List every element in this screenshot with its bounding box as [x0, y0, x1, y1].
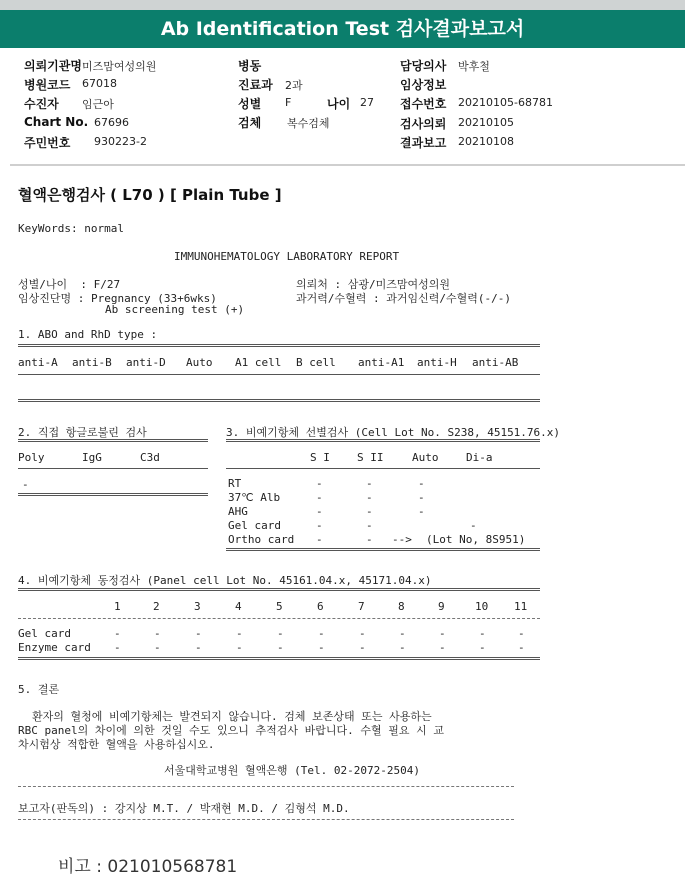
section2-title: 2. 직접 항글로불린 검사 — [18, 426, 147, 439]
hospital-code-label: 병원코드 — [24, 78, 71, 92]
section1-title: 1. ABO and RhD type : — [18, 328, 158, 341]
requester-line: 의뢰처 : 삼광/미즈맘여성의원 — [296, 278, 451, 291]
rule — [18, 439, 208, 442]
chart-no-value: 67696 — [94, 116, 129, 129]
panel-cell: - — [154, 627, 161, 640]
panel-cell: - — [518, 627, 525, 640]
panel-col: 8 — [398, 600, 405, 613]
doctor-label: 담당의사 — [400, 59, 447, 73]
panel-row-label: Gel card — [18, 627, 71, 640]
specimen-label: 검체 — [238, 116, 262, 130]
panel-col: 2 — [153, 600, 160, 613]
diagnosis-line-2: Ab screening test (+) — [105, 303, 245, 316]
sex-age-line: 성별/나이 : F/27 — [18, 278, 121, 291]
footer-note: 비고 : 021010568781 — [58, 857, 238, 877]
panel-cell: - — [359, 641, 366, 654]
panel-cell: - — [318, 641, 325, 654]
report-date-value: 20210108 — [458, 135, 514, 148]
report-title: 혈액은행검사 ( L70 ) [ Plain Tube ] — [18, 186, 282, 204]
clinical-info-label: 임상정보 — [400, 78, 447, 92]
rule — [18, 468, 208, 469]
receipt-no-value: 20210105-68781 — [458, 96, 553, 109]
report-header: Ab Identification Test 검사결과보고서 — [0, 10, 685, 48]
age-label: 나이 — [327, 97, 351, 111]
history-line: 과거력/수혈력 : 과거임신력/수혈력(-/-) — [296, 292, 511, 305]
screen-cell: - — [366, 519, 373, 532]
patient-value: 임근아 — [82, 98, 114, 111]
panel-row-label: Enzyme card — [18, 641, 91, 654]
request-date-value: 20210105 — [458, 116, 514, 129]
rrn-label: 주민번호 — [24, 136, 71, 150]
dat-value: - — [22, 478, 29, 491]
rule — [18, 786, 514, 787]
abo-col-a1-cell: A1 cell — [235, 356, 282, 369]
panel-cell: - — [236, 627, 243, 640]
panel-col: 10 — [475, 600, 489, 613]
abo-col-anti-ab: anti-AB — [472, 356, 519, 369]
screen-row-label: AHG — [228, 505, 248, 518]
rule — [226, 468, 540, 469]
screen-cell: --> — [392, 533, 412, 546]
screen-col-s2: S II — [357, 451, 384, 464]
conclusion-line-3: 차시험상 적합한 혈액을 사용하십시오. — [18, 738, 215, 751]
panel-col: 11 — [514, 600, 528, 613]
conclusion-line-2: RBC panel의 차이에 의한 것일 수도 있으니 추적검사 바랍니다. 수혈 필요 시 교 — [18, 724, 444, 737]
hospital-code-value: 67018 — [82, 77, 117, 90]
doctor-value: 박후철 — [458, 60, 490, 73]
panel-cell: - — [399, 627, 406, 640]
sex-value: F — [285, 96, 292, 109]
rule — [18, 399, 540, 402]
screen-cell: - — [366, 477, 373, 490]
keywords: KeyWords: normal — [18, 222, 124, 235]
screen-row-label: Ortho card — [228, 533, 295, 546]
screen-cell: - — [316, 491, 323, 504]
abo-col-auto: Auto — [186, 356, 213, 369]
abo-col-anti-h: anti-H — [417, 356, 457, 369]
reporter-line: 보고자(판독의) : 강지상 M.T. / 박재현 M.D. / 김형석 M.D. — [18, 802, 350, 815]
panel-cell: - — [277, 627, 284, 640]
hospital-value: 미즈맘여성의원 — [82, 60, 157, 73]
panel-cell: - — [195, 627, 202, 640]
panel-col: 1 — [114, 600, 121, 613]
screen-cell: - — [366, 505, 373, 518]
patient-info — [0, 52, 685, 162]
panel-cell: - — [154, 641, 161, 654]
panel-cell: - — [479, 627, 486, 640]
section-divider — [10, 164, 685, 166]
age-value: 27 — [360, 96, 374, 109]
diagnosis-line-1: 임상진단명 : Pregnancy (33+6wks) — [18, 292, 217, 305]
screen-cell: - — [418, 491, 425, 504]
panel-cell: - — [439, 627, 446, 640]
specimen-value: 복수검체 — [287, 117, 330, 130]
panel-cell: - — [114, 641, 121, 654]
screen-col-dia: Di-a — [466, 451, 493, 464]
section4-title: 4. 비예기항체 동정검사 (Panel cell Lot No. 45161.04.x, 45171.04.x) — [18, 574, 432, 587]
rule — [18, 819, 514, 820]
panel-cell: - — [277, 641, 284, 654]
section5-title: 5. 결론 — [18, 683, 60, 696]
screen-cell: - — [316, 477, 323, 490]
top-bar — [0, 0, 685, 10]
conclusion-line-1: 환자의 혈청에 비예기항체는 발견되지 않습니다. 검체 보존상태 또는 사용하는 — [32, 710, 432, 723]
screen-cell: - — [418, 505, 425, 518]
rule — [18, 588, 540, 591]
patient-label: 수진자 — [24, 97, 59, 111]
bloodbank-line: 서울대학교병원 혈액은행 (Tel. 02-2072-2504) — [164, 764, 420, 777]
panel-cell: - — [359, 627, 366, 640]
request-date-label: 검사의뢰 — [400, 117, 447, 131]
dat-col-c3d: C3d — [140, 451, 160, 464]
receipt-no-label: 접수번호 — [400, 97, 447, 111]
rule — [226, 439, 540, 442]
rule — [226, 548, 540, 551]
panel-cell: - — [195, 641, 202, 654]
abo-col-anti-a: anti-A — [18, 356, 58, 369]
dat-col-igg: IgG — [82, 451, 102, 464]
panel-col: 6 — [317, 600, 324, 613]
screen-cell: (Lot No, 8S951) — [426, 533, 526, 546]
screen-col-auto: Auto — [412, 451, 439, 464]
screen-cell: - — [316, 519, 323, 532]
abo-col-b-cell: B cell — [296, 356, 336, 369]
screen-cell: - — [470, 519, 477, 532]
sex-label: 성별 — [238, 97, 262, 111]
screen-cell: - — [366, 491, 373, 504]
panel-cell: - — [236, 641, 243, 654]
screen-row-label: RT — [228, 477, 242, 490]
panel-cell: - — [114, 627, 121, 640]
panel-cell: - — [479, 641, 486, 654]
panel-col: 5 — [276, 600, 283, 613]
rule — [18, 618, 540, 619]
screen-row-label: 37℃ Alb — [228, 491, 281, 504]
panel-cell: - — [518, 641, 525, 654]
rule — [18, 344, 540, 347]
screen-cell: - — [418, 477, 425, 490]
screen-cell: - — [316, 505, 323, 518]
rule — [18, 374, 540, 375]
department-value: 2과 — [285, 79, 303, 92]
panel-cell: - — [399, 641, 406, 654]
rule — [18, 657, 540, 660]
ward-label: 병동 — [238, 59, 262, 73]
panel-cell: - — [439, 641, 446, 654]
screen-cell: - — [316, 533, 323, 546]
section3-title: 3. 비예기항체 선별검사 (Cell Lot No. S238, 45151.76.x) — [226, 426, 561, 439]
screen-cell: - — [366, 533, 373, 546]
panel-col: 4 — [235, 600, 242, 613]
abo-col-anti-a1: anti-A1 — [358, 356, 405, 369]
report-date-label: 결과보고 — [400, 136, 447, 150]
panel-col: 7 — [358, 600, 365, 613]
screen-col-s1: S I — [310, 451, 330, 464]
dat-col-poly: Poly — [18, 451, 45, 464]
abo-col-anti-d: anti-D — [126, 356, 166, 369]
panel-cell: - — [318, 627, 325, 640]
lab-report-heading: IMMUNOHEMATOLOGY LABORATORY REPORT — [174, 250, 400, 263]
panel-col: 3 — [194, 600, 201, 613]
chart-no-label: Chart No. — [24, 115, 89, 129]
department-label: 진료과 — [238, 78, 273, 92]
hospital-label: 의뢰기관명 — [24, 59, 82, 73]
screen-row-label: Gel card — [228, 519, 281, 532]
abo-col-anti-b: anti-B — [72, 356, 112, 369]
panel-col: 9 — [438, 600, 445, 613]
rule — [18, 493, 208, 496]
rrn-value: 930223-2 — [94, 135, 147, 148]
